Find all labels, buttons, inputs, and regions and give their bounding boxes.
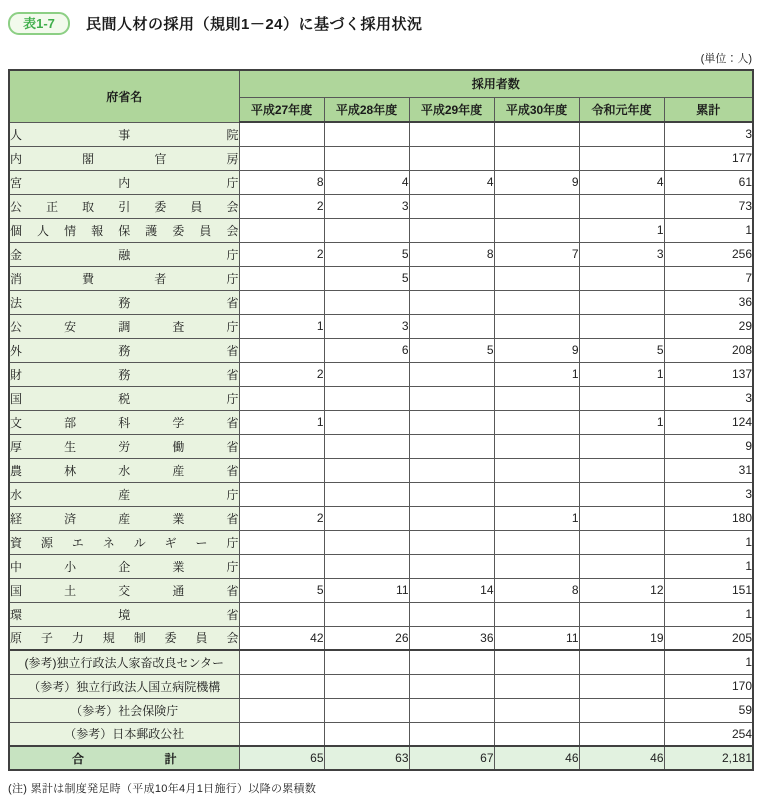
- year-value-cell: [409, 386, 494, 410]
- year-value-cell: [494, 434, 579, 458]
- table-row: [9, 410, 753, 434]
- year-value-cell: 1: [239, 314, 324, 338]
- cumulative-value-cell: 73: [664, 194, 753, 218]
- year-value-cell: [494, 146, 579, 170]
- column-header-year: 平成30年度: [494, 97, 579, 122]
- table-row: [9, 722, 753, 746]
- year-value-cell: [409, 554, 494, 578]
- table-row: [9, 122, 753, 146]
- year-value-cell: [239, 698, 324, 722]
- year-value-cell: [494, 554, 579, 578]
- year-value-cell: [239, 218, 324, 242]
- year-value-cell: [324, 650, 409, 674]
- ministry-name: 人事院: [9, 122, 239, 146]
- year-value-cell: [579, 698, 664, 722]
- table-row: [9, 674, 753, 698]
- year-value-cell: [324, 722, 409, 746]
- year-value-cell: 42: [239, 626, 324, 650]
- column-header-year: 平成29年度: [409, 97, 494, 122]
- year-value-cell: 12: [579, 578, 664, 602]
- year-value-cell: [409, 266, 494, 290]
- year-value-cell: 46: [579, 746, 664, 770]
- table-row: [9, 626, 753, 650]
- year-value-cell: 65: [239, 746, 324, 770]
- year-value-cell: [494, 650, 579, 674]
- year-value-cell: [494, 218, 579, 242]
- year-value-cell: [409, 290, 494, 314]
- year-value-cell: [409, 146, 494, 170]
- cumulative-value-cell: 1: [664, 650, 753, 674]
- total-label: 合計: [9, 746, 239, 770]
- year-value-cell: [239, 290, 324, 314]
- cumulative-value-cell: 177: [664, 146, 753, 170]
- year-value-cell: 1: [239, 410, 324, 434]
- year-value-cell: 2: [239, 242, 324, 266]
- year-value-cell: [324, 602, 409, 626]
- year-value-cell: [409, 122, 494, 146]
- page-title: 民間人材の採用（規則1－24）に基づく採用状況: [86, 15, 423, 33]
- year-value-cell: [239, 146, 324, 170]
- year-value-cell: [579, 674, 664, 698]
- cumulative-value-cell: 7: [664, 266, 753, 290]
- year-value-cell: [579, 530, 664, 554]
- year-value-cell: [409, 674, 494, 698]
- year-value-cell: 3: [579, 242, 664, 266]
- year-value-cell: [324, 674, 409, 698]
- cumulative-value-cell: 124: [664, 410, 753, 434]
- year-value-cell: [494, 482, 579, 506]
- year-value-cell: [409, 434, 494, 458]
- cumulative-value-cell: 59: [664, 698, 753, 722]
- table-row: [9, 194, 753, 218]
- column-header-year: 令和元年度: [579, 97, 664, 122]
- year-value-cell: [494, 122, 579, 146]
- table-row: [9, 266, 753, 290]
- column-header-year: 平成27年度: [239, 97, 324, 122]
- year-value-cell: [409, 194, 494, 218]
- ministry-name: 外務省: [9, 338, 239, 362]
- year-value-cell: [494, 266, 579, 290]
- ministry-name: 原子力規制委員会: [9, 626, 239, 650]
- total-row: [9, 746, 753, 770]
- year-value-cell: 1: [494, 506, 579, 530]
- ministry-name: 金融庁: [9, 242, 239, 266]
- ministry-name: 消費者庁: [9, 266, 239, 290]
- year-value-cell: [324, 290, 409, 314]
- year-value-cell: [579, 290, 664, 314]
- year-value-cell: [579, 386, 664, 410]
- year-value-cell: 11: [324, 578, 409, 602]
- year-value-cell: [494, 458, 579, 482]
- year-value-cell: 36: [409, 626, 494, 650]
- ministry-name: (参考)独立行政法人家畜改良センター: [9, 650, 239, 674]
- year-value-cell: [494, 674, 579, 698]
- year-value-cell: [579, 506, 664, 530]
- ministry-name: 文部科学省: [9, 410, 239, 434]
- cumulative-value-cell: 2,181: [664, 746, 753, 770]
- table-row: [9, 506, 753, 530]
- year-value-cell: [579, 602, 664, 626]
- year-value-cell: [239, 386, 324, 410]
- year-value-cell: [239, 650, 324, 674]
- ministry-name: 環境省: [9, 602, 239, 626]
- table-row: [9, 170, 753, 194]
- table-row: [9, 386, 753, 410]
- year-value-cell: [409, 362, 494, 386]
- title-row: [8, 10, 752, 36]
- table-row: [9, 338, 753, 362]
- year-value-cell: 14: [409, 578, 494, 602]
- year-value-cell: 3: [324, 194, 409, 218]
- ministry-name: 資源エネルギー庁: [9, 530, 239, 554]
- cumulative-value-cell: 1: [664, 530, 753, 554]
- cumulative-value-cell: 180: [664, 506, 753, 530]
- year-value-cell: [579, 650, 664, 674]
- footnote: (注) 累計は制度発足時（平成10年4月1日施行）以降の累積数: [8, 783, 317, 795]
- ministry-name: 農林水産省: [9, 458, 239, 482]
- year-value-cell: [409, 530, 494, 554]
- year-value-cell: 2: [239, 506, 324, 530]
- year-value-cell: [324, 218, 409, 242]
- year-value-cell: 63: [324, 746, 409, 770]
- year-value-cell: [324, 434, 409, 458]
- ministry-name: （参考）独立行政法人国立病院機構: [9, 674, 239, 698]
- year-value-cell: [579, 266, 664, 290]
- year-value-cell: 5: [239, 578, 324, 602]
- year-value-cell: [494, 722, 579, 746]
- year-value-cell: 1: [579, 410, 664, 434]
- year-value-cell: [409, 482, 494, 506]
- cumulative-value-cell: 31: [664, 458, 753, 482]
- year-value-cell: [324, 506, 409, 530]
- year-value-cell: [324, 554, 409, 578]
- year-value-cell: [579, 146, 664, 170]
- year-value-cell: [579, 458, 664, 482]
- year-value-cell: [494, 290, 579, 314]
- table-row: [9, 362, 753, 386]
- year-value-cell: 4: [324, 170, 409, 194]
- year-value-cell: [324, 410, 409, 434]
- year-value-cell: [324, 122, 409, 146]
- year-value-cell: [409, 650, 494, 674]
- year-value-cell: 5: [324, 266, 409, 290]
- year-value-cell: [494, 602, 579, 626]
- year-value-cell: 1: [494, 362, 579, 386]
- year-value-cell: [409, 722, 494, 746]
- cumulative-value-cell: 1: [664, 218, 753, 242]
- cumulative-value-cell: 3: [664, 482, 753, 506]
- year-value-cell: 6: [324, 338, 409, 362]
- year-value-cell: [239, 530, 324, 554]
- cumulative-value-cell: 61: [664, 170, 753, 194]
- table-body: [9, 122, 753, 770]
- table-row: [9, 314, 753, 338]
- ministry-name: 個人情報保護委員会: [9, 218, 239, 242]
- column-header-year: 平成28年度: [324, 97, 409, 122]
- year-value-cell: [494, 698, 579, 722]
- year-value-cell: 8: [239, 170, 324, 194]
- year-value-cell: 1: [579, 362, 664, 386]
- cumulative-value-cell: 3: [664, 386, 753, 410]
- year-value-cell: [409, 698, 494, 722]
- column-group-header-hires: 採用者数: [239, 70, 753, 97]
- ministry-name: 公安調査庁: [9, 314, 239, 338]
- column-header-total: 累計: [664, 97, 753, 122]
- ministry-name: 法務省: [9, 290, 239, 314]
- year-value-cell: [579, 434, 664, 458]
- year-value-cell: 5: [579, 338, 664, 362]
- ministry-name: 経済産業省: [9, 506, 239, 530]
- year-value-cell: 67: [409, 746, 494, 770]
- cumulative-value-cell: 208: [664, 338, 753, 362]
- year-value-cell: [409, 458, 494, 482]
- ministry-name: 国税庁: [9, 386, 239, 410]
- year-value-cell: 5: [409, 338, 494, 362]
- cumulative-value-cell: 1: [664, 602, 753, 626]
- table-row: [9, 650, 753, 674]
- ministry-name: 国土交通省: [9, 578, 239, 602]
- table-row: [9, 578, 753, 602]
- table-row: [9, 530, 753, 554]
- ministry-name: 公正取引委員会: [9, 194, 239, 218]
- cumulative-value-cell: 3: [664, 122, 753, 146]
- year-value-cell: [324, 386, 409, 410]
- year-value-cell: 9: [494, 170, 579, 194]
- year-value-cell: 8: [494, 578, 579, 602]
- year-value-cell: 1: [579, 218, 664, 242]
- header-row-group: [9, 70, 753, 97]
- year-value-cell: [239, 674, 324, 698]
- year-value-cell: [239, 122, 324, 146]
- year-value-cell: [239, 554, 324, 578]
- cumulative-value-cell: 151: [664, 578, 753, 602]
- year-value-cell: [494, 530, 579, 554]
- cumulative-value-cell: 170: [664, 674, 753, 698]
- year-value-cell: [579, 194, 664, 218]
- year-value-cell: [409, 314, 494, 338]
- year-value-cell: [409, 410, 494, 434]
- year-value-cell: [324, 530, 409, 554]
- unit-note: (単位：人): [700, 53, 752, 65]
- year-value-cell: 2: [239, 194, 324, 218]
- year-value-cell: [324, 362, 409, 386]
- ministry-name: （参考）社会保険庁: [9, 698, 239, 722]
- table-row: [9, 458, 753, 482]
- year-value-cell: [324, 146, 409, 170]
- year-value-cell: [579, 722, 664, 746]
- table-row: [9, 218, 753, 242]
- table-number-badge: 表1-7: [8, 12, 70, 35]
- year-value-cell: [324, 482, 409, 506]
- year-value-cell: [409, 602, 494, 626]
- year-value-cell: [494, 386, 579, 410]
- table-row: [9, 482, 753, 506]
- year-value-cell: [239, 434, 324, 458]
- ministry-name: （参考）日本郵政公社: [9, 722, 239, 746]
- year-value-cell: [239, 722, 324, 746]
- year-value-cell: [579, 554, 664, 578]
- cumulative-value-cell: 36: [664, 290, 753, 314]
- year-value-cell: [494, 194, 579, 218]
- year-value-cell: 4: [579, 170, 664, 194]
- year-value-cell: 2: [239, 362, 324, 386]
- ministry-name: 厚生労働省: [9, 434, 239, 458]
- year-value-cell: [579, 314, 664, 338]
- year-value-cell: [579, 482, 664, 506]
- year-value-cell: [409, 218, 494, 242]
- table-row: [9, 146, 753, 170]
- year-value-cell: 26: [324, 626, 409, 650]
- ministry-name: 中小企業庁: [9, 554, 239, 578]
- table-row: [9, 698, 753, 722]
- year-value-cell: 11: [494, 626, 579, 650]
- cumulative-value-cell: 1: [664, 554, 753, 578]
- table-row: [9, 554, 753, 578]
- ministry-name: 財務省: [9, 362, 239, 386]
- cumulative-value-cell: 256: [664, 242, 753, 266]
- table-row: [9, 602, 753, 626]
- year-value-cell: 7: [494, 242, 579, 266]
- ministry-name: 水産庁: [9, 482, 239, 506]
- column-header-ministry: 府省名: [9, 70, 239, 122]
- table-row: [9, 434, 753, 458]
- ministry-name: 内閣官房: [9, 146, 239, 170]
- cumulative-value-cell: 9: [664, 434, 753, 458]
- year-value-cell: [494, 410, 579, 434]
- year-value-cell: [409, 506, 494, 530]
- year-value-cell: [239, 602, 324, 626]
- cumulative-value-cell: 205: [664, 626, 753, 650]
- year-value-cell: 3: [324, 314, 409, 338]
- table-row: [9, 290, 753, 314]
- table-row: [9, 242, 753, 266]
- year-value-cell: 9: [494, 338, 579, 362]
- cumulative-value-cell: 29: [664, 314, 753, 338]
- cumulative-value-cell: 137: [664, 362, 753, 386]
- year-value-cell: [239, 458, 324, 482]
- year-value-cell: [324, 698, 409, 722]
- table-header: [9, 70, 753, 122]
- year-value-cell: 5: [324, 242, 409, 266]
- year-value-cell: 4: [409, 170, 494, 194]
- year-value-cell: [579, 122, 664, 146]
- year-value-cell: 19: [579, 626, 664, 650]
- year-value-cell: [494, 314, 579, 338]
- cumulative-value-cell: 254: [664, 722, 753, 746]
- ministry-name: 宮内庁: [9, 170, 239, 194]
- year-value-cell: 46: [494, 746, 579, 770]
- year-value-cell: [324, 458, 409, 482]
- year-value-cell: [239, 482, 324, 506]
- year-value-cell: [239, 338, 324, 362]
- year-value-cell: [239, 266, 324, 290]
- recruitment-table: [8, 69, 754, 771]
- year-value-cell: 8: [409, 242, 494, 266]
